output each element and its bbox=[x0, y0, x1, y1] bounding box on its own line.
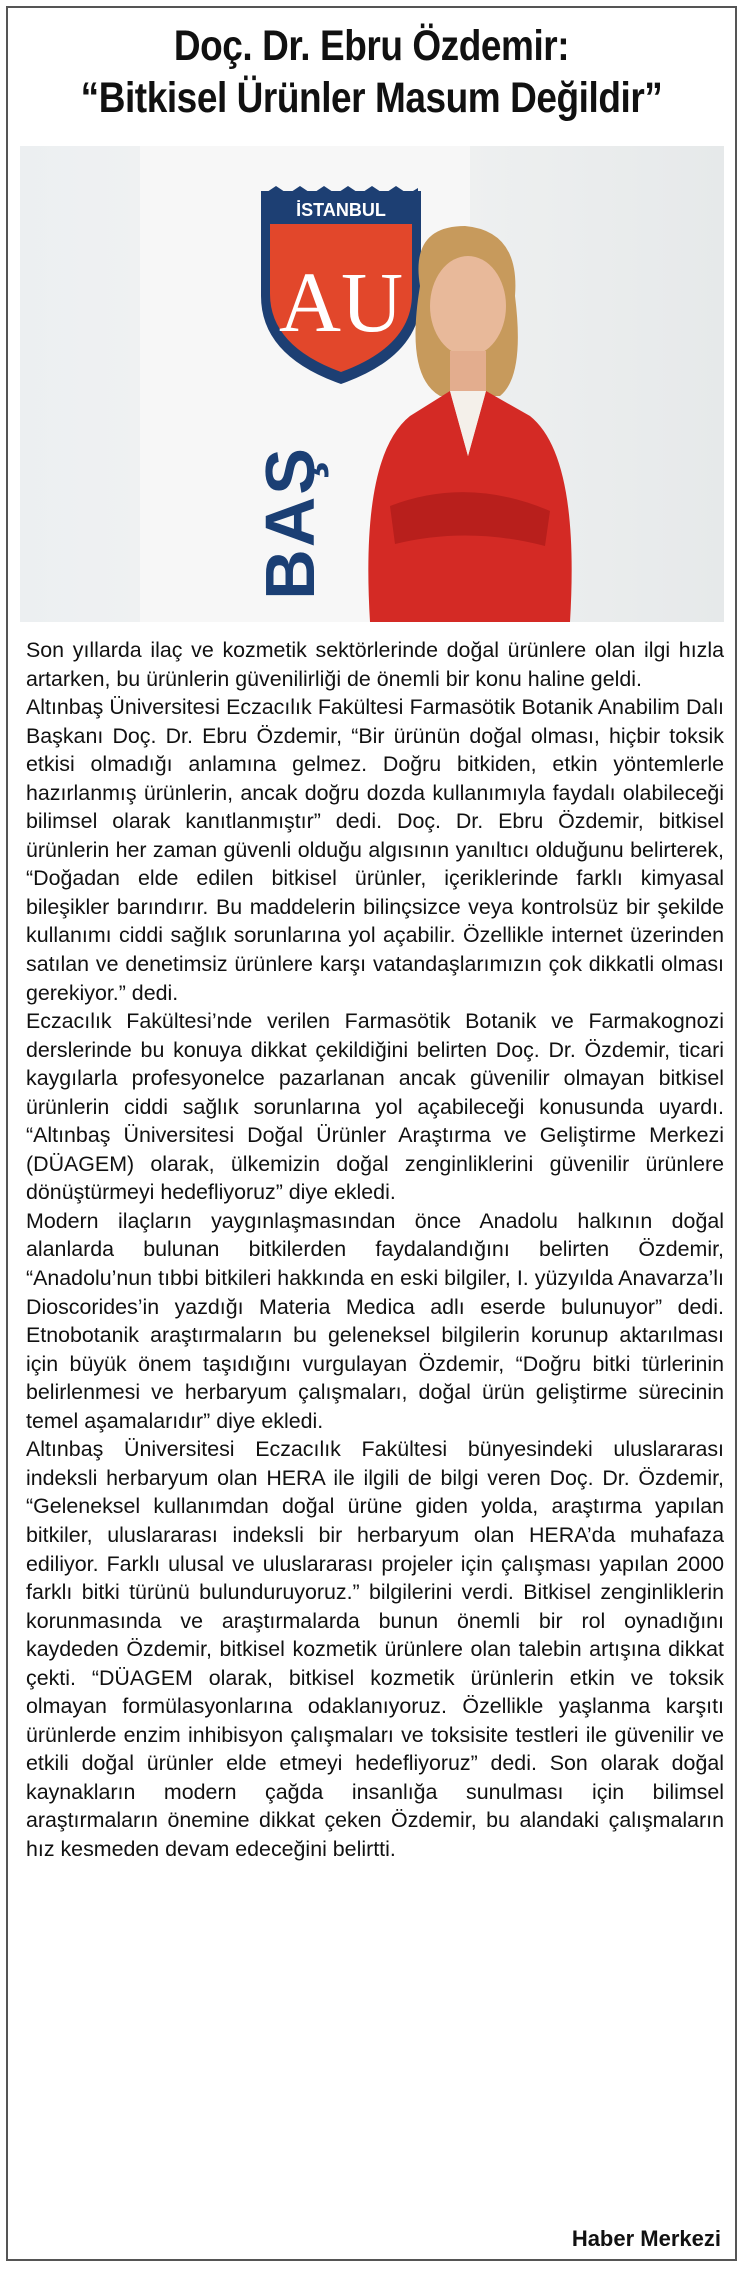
headline bbox=[59, 20, 684, 124]
article-paragraph: Altınbaş Üniversitesi Eczacılık Fakültesi Farmasötik Botanik Anabilim Dalı Başkanı Doç. Dr. Ebru Özdemir, “Bir ürünün doğal olması, hiçbir toksik etkisi olmadığı anlamına gelmez. Doğru bitkiden, etkin yöntemlerle hazırlanmış ürünlerin, ancak doğru dozda kullanımıyla faydalı olabileceği bilimsel olarak kanıtlanmıştır” dedi. Doç. Dr. Ebru Özdemir, bitkisel ürünlerin her zaman güvenli olduğu algısının yanıltıcı olduğunu belirterek, “Doğadan elde edilen bitkisel ürünler, içeriklerinde farklı kimyasal bileşikler barındırır. Bu maddelerin bilinçsizce veya kontrolsüz bir şekilde kullanımı ciddi sağlık sorunlarına yol açabilir. Özellikle internet üzerinden satılan ve denetimsiz ürünlere karşı vatandaşlarımızın çok dikkatli olması gerekiyor.” dedi. bbox=[26, 695, 724, 1005]
headline-line-2: “Bitkisel Ürünler Masum Değildir” bbox=[80, 74, 663, 122]
svg-text:İSTANBUL: İSTANBUL bbox=[296, 200, 386, 220]
article-body bbox=[26, 636, 724, 1864]
portrait-figure bbox=[350, 226, 590, 622]
article-paragraph: Modern ilaçların yaygınlaşmasından önce Anadolu halkının doğal alanlarda bulunan bitkilerden faydalandığını belirten Özdemir, “Anadolu’nun tıbbi bitkileri hakkında en eski bilgiler, I. yüzyılda Anavarza’lı Dioscorides’in yazdığı Materia Medica adlı eserde bulunuyor” dedi. Etnobotanik araştırmaların bu geleneksel bilgilerin korunup aktarılması için büyük önem taşıdığını vurgulayan Özdemir, “Doğru bitki türlerinin belirlenmesi ve herbaryum çalışmaları, doğal ürün geliştirme sürecinin temel aşamalarıdır” diye ekledi. bbox=[26, 1208, 724, 1433]
byline: Haber Merkezi bbox=[571, 2226, 721, 2251]
svg-text:AU: AU bbox=[278, 254, 404, 350]
article-paragraph: Son yıllarda ilaç ve kozmetik sektörlerinde doğal ürünlere olan ilgi hızla artarken, bu ürünlerin güvenilirliği de önemli bir konu haline geldi. bbox=[26, 638, 724, 691]
banner-lettering: BAŞ bbox=[251, 446, 329, 600]
article-paragraph: Eczacılık Fakültesi’nde verilen Farmasötik Botanik ve Farmakognozi derslerinde bu konuya dikkat çekildiğini belirten Doç. Dr. Özdemir, ticari kaygılarla profesyonelce pazarlanan ancak güvenilir olmayan bitkisel ürünlerin ciddi sağlık sorunlarına yol açabileceği konusunda uyardı. “Altınbaş Üniversitesi Doğal Ürünler Araştırma ve Geliştirme Merkezi (DÜAGEM) olarak, ülkemizin doğal zenginliklerini güvenilir ürünlere dönüştürmeyi hedefliyoruz” diye ekledi. bbox=[26, 1009, 724, 1205]
article-photo bbox=[20, 146, 724, 622]
headline-line-1: Doç. Dr. Ebru Özdemir: bbox=[173, 22, 570, 70]
article-paragraph: Altınbaş Üniversitesi Eczacılık Fakültesi bünyesindeki uluslararası indeksli herbaryum olan HERA ile ilgili de bilgi veren Doç. Dr. Özdemir, “Geleneksel kullanımdan doğal ürüne giden yolda, araştırma yapılan bitkiler, uluslararası indeksli bir herbaryum olan HERA’da muhafaza ediliyor. Farklı ulusal ve uluslararası projeler için çalışması yapılan 2000 farklı bitki türünü bulunduruyoruz.” bilgilerini verdi. Bitkisel zenginliklerin korunmasında ve araştırmalarda bunun önemli bir rol oynadığını kaydeden Özdemir, bitkisel kozmetik ürünlere olan talebin artışına dikkat çekti. “DÜAGEM olarak, bitkisel kozmetik ürünlerin etkin ve toksik olmayan formülasyonlarına odaklanıyoruz. Özellikle yaşlanma karşıtı ürünlerde enzim inhibisyon çalışmaları ve toksisite testleri ile güvenilir ve etkili doğal ürünler elde etmeyi hedefliyoruz” dedi. Son olarak doğal kaynakların modern çağda insanlığa sunulması için bilimsel araştırmaların önemine dikkat çeken Özdemir, bu alandaki çalışmaların hız kesmeden devam edeceğini belirtti. bbox=[26, 1437, 724, 1861]
news-clipping bbox=[6, 6, 737, 2261]
